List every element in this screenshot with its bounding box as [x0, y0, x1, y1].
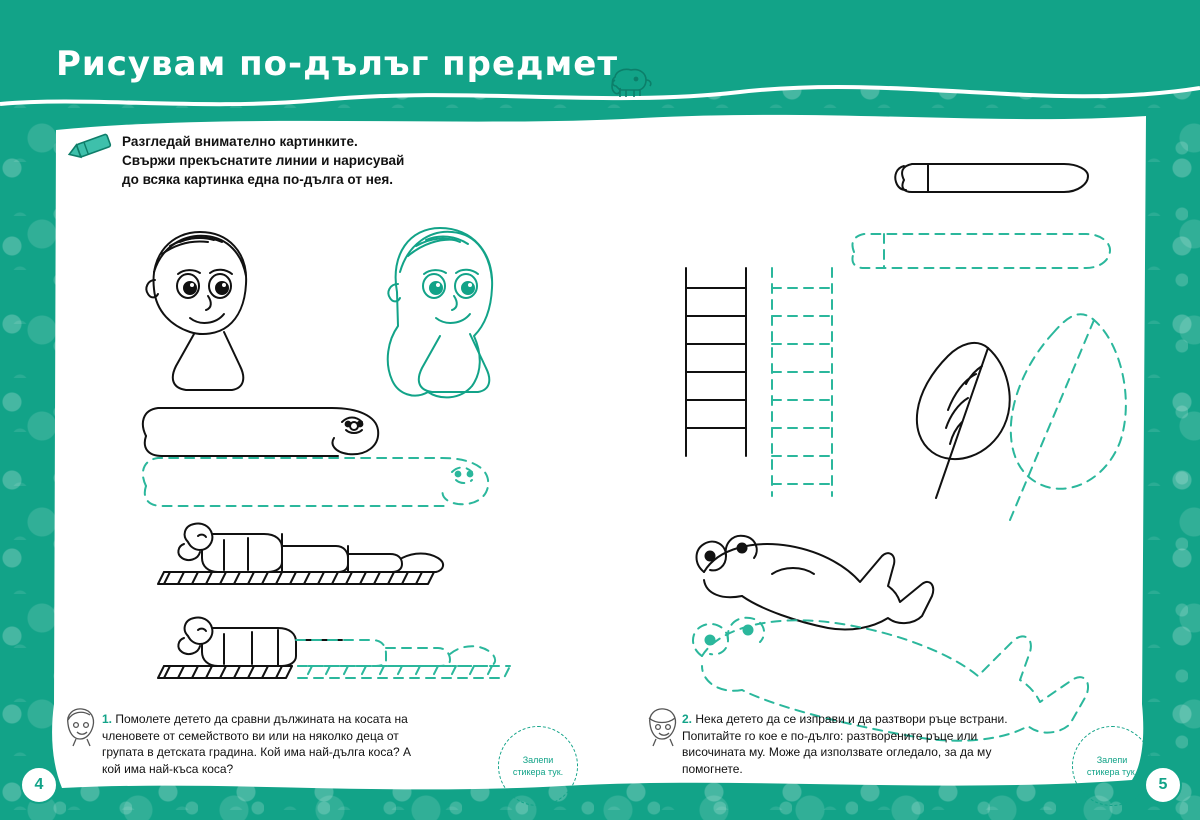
note-2-number: 2.: [682, 712, 693, 726]
illustrations-area: [42, 104, 1158, 794]
ladder-long-dashed: [772, 268, 832, 496]
child-lying-long-dashed: [158, 617, 510, 678]
note-1-number: 1.: [102, 712, 113, 726]
fish-short: [697, 536, 934, 630]
instruction-line-2: Свържи прекъснатите линии и нарисувай: [122, 153, 405, 169]
child-lying-short: [158, 523, 443, 584]
note-1-text: Помолете детето да сравни дължината на косата на членовете от семейството ви или на няколко деца от групата в детската градина. Кой има най-дълга коса? А кой има най-къса коса?: [102, 712, 411, 776]
girl-long-hair: [388, 228, 492, 397]
child-head-icon: [60, 706, 100, 748]
worm-short: [143, 408, 378, 456]
sticker-2-line-2: стикера тук.: [1086, 767, 1138, 777]
page-banner: [0, 0, 1200, 118]
instruction-line-1: Разгледай внимателно картинките.: [122, 134, 358, 149]
sticker-placeholder-1[interactable]: [498, 726, 578, 806]
crayon: [895, 164, 1088, 192]
worksheet-sheet: [42, 104, 1158, 794]
elephant-icon: [608, 66, 654, 100]
sticker-1-line-1: Залепи: [522, 754, 554, 765]
instruction-line-3: до всяка картинка една по-дълга от нея.: [122, 172, 393, 188]
ladder-short: [686, 268, 746, 456]
leaf-long-dashed: [1010, 314, 1126, 520]
instruction-text: [122, 132, 542, 189]
crayon-long-dashed: [852, 234, 1110, 268]
worm-long-eyes: [456, 472, 473, 477]
sticker-2-line-1: Залепи: [1096, 754, 1128, 765]
sticker-1-line-2: стикера тук.: [512, 767, 564, 777]
page-title: Рисувам по-дълъг предмет: [56, 44, 619, 84]
crayon-icon: [64, 126, 118, 168]
note-1: [102, 711, 432, 777]
note-2-text: Нека детето да се изправи и да разтвори ръце встрани. Попитайте го кое е по-дълго: разтворените ръце или височината му. Може да използвате огледало, за да му помогнете.: [682, 712, 1008, 776]
page-number-left: 4: [20, 766, 58, 804]
note-2: [682, 711, 1012, 777]
boy-short-hair: [146, 232, 246, 390]
fish-long-eyes: [706, 626, 753, 645]
sticker-placeholder-2[interactable]: [1072, 726, 1152, 806]
worm-long-dashed: [143, 458, 488, 506]
leaf: [917, 343, 1010, 498]
page-number-right: 5: [1144, 766, 1182, 804]
child-head-icon: [642, 706, 682, 748]
